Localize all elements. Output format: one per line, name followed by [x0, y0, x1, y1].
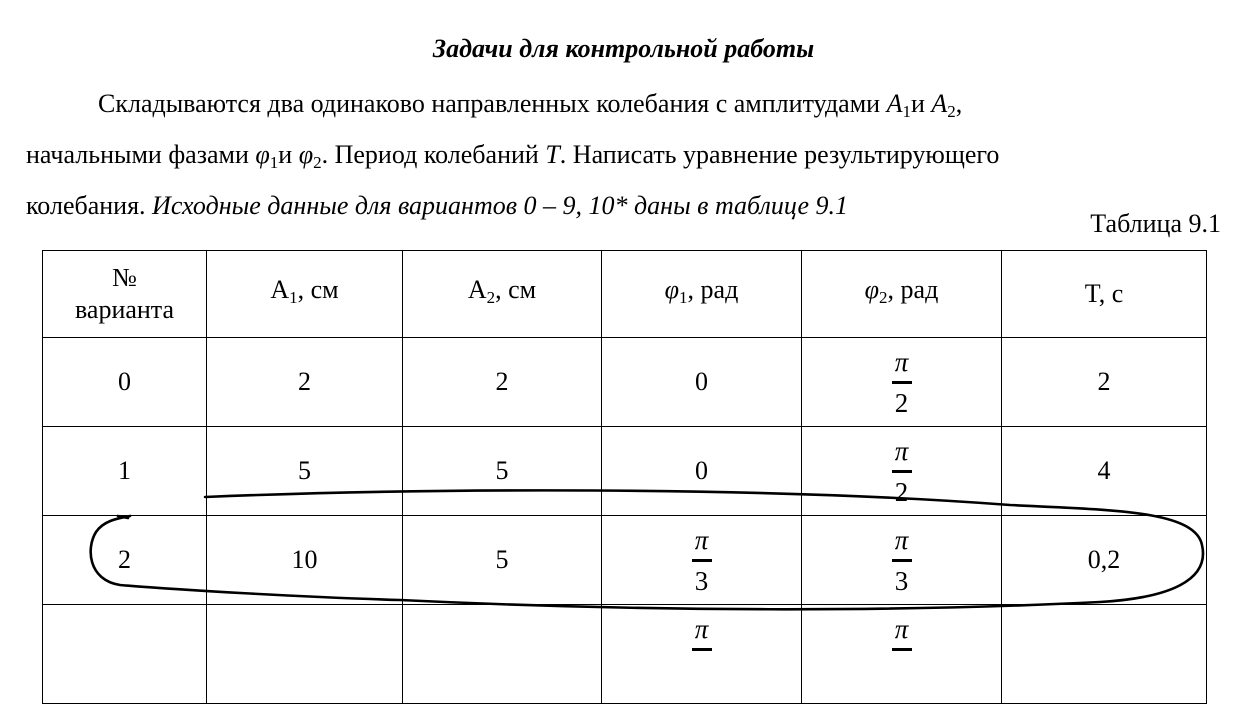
paragraph-line-1: Складываются два одинаково направленных колебания с амплитудами $A_1и$ $A_2$, [98, 89, 963, 121]
cell-phi2 [802, 516, 1002, 605]
fraction: $\frac{\pi}{3}$ [692, 527, 712, 595]
cell-phi1: 0 [602, 427, 802, 516]
table-row [43, 338, 1207, 427]
table-row [43, 427, 1207, 516]
table-row [43, 516, 1207, 605]
fraction: $\frac{\pi}{2}$ [892, 438, 912, 506]
cell-phi2 [802, 427, 1002, 516]
header-a2: $A_2$, см [403, 251, 602, 338]
cell-phi1 [602, 516, 802, 605]
cell-variant: 2 [43, 516, 207, 605]
fraction: $\frac{\pi}{3}$ [892, 527, 912, 595]
cell-a2: 5 [403, 427, 602, 516]
fraction: π [892, 616, 912, 657]
fraction: $\frac{\pi}{2}$ [892, 349, 912, 417]
header-phi2: $\varphi_2$, рад [802, 251, 1002, 338]
paragraph-line-3: колебания. Исходные данные для вариантов 0 – 9, 10* даны в таблице 9.1 [26, 191, 849, 220]
cell-phi2 [802, 338, 1002, 427]
header-variant-number: № варианта [43, 251, 207, 338]
cell-period: 2 [1002, 338, 1207, 427]
cell-period [1002, 605, 1207, 704]
paragraph-line-2: начальными фазами $\varphi_1и$ $\varphi_2$. Период колебаний T. Написать уравнение результирующего [26, 140, 1000, 172]
cell-variant [43, 605, 207, 704]
cell-a1: 2 [207, 338, 403, 427]
cell-phi2 [802, 605, 1002, 704]
task-paragraph [26, 82, 1226, 227]
cell-a2: 2 [403, 338, 602, 427]
cell-variant: 1 [43, 427, 207, 516]
header-phi1: $\varphi_1$, рад [602, 251, 802, 338]
header-period: T, с [1002, 251, 1207, 338]
table-caption: Таблица 9.1 [1090, 209, 1221, 238]
table-header-row [43, 251, 1207, 338]
cell-period: 4 [1002, 427, 1207, 516]
table-row [43, 605, 1207, 704]
cell-a1 [207, 605, 403, 704]
header-a1: $A_1$, см [207, 251, 403, 338]
cell-a2: 5 [403, 516, 602, 605]
variants-table [42, 250, 1207, 704]
fraction: π [692, 616, 712, 657]
cell-a1: 10 [207, 516, 403, 605]
page-title: Задачи для контрольной работы [432, 34, 815, 63]
cell-variant: 0 [43, 338, 207, 427]
cell-a1: 5 [207, 427, 403, 516]
cell-a2 [403, 605, 602, 704]
cell-phi1 [602, 605, 802, 704]
cell-period: 0,2 [1002, 516, 1207, 605]
cell-phi1: 0 [602, 338, 802, 427]
